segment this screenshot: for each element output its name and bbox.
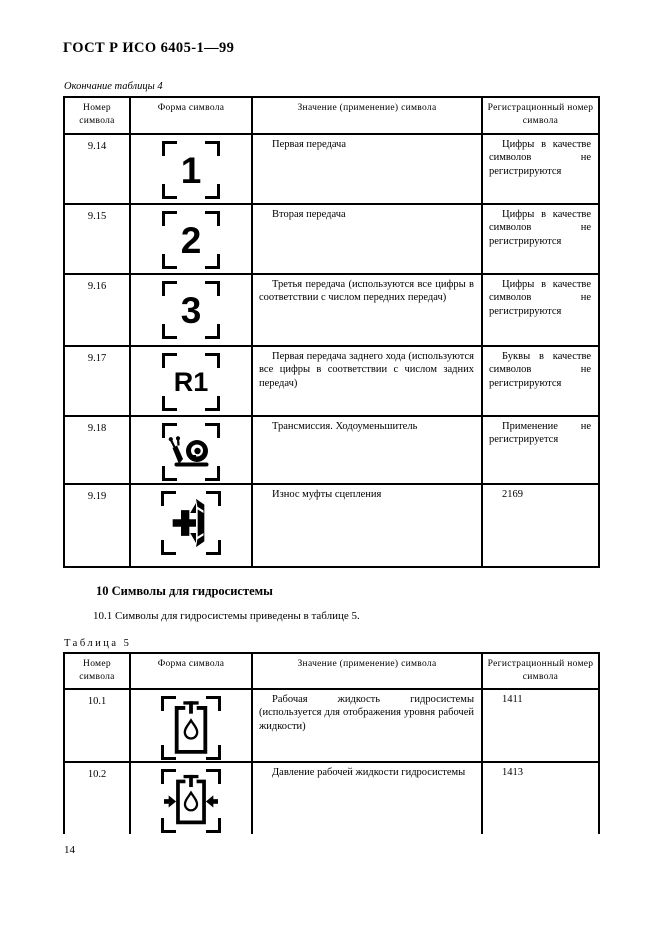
table-row: [64, 274, 599, 346]
symbol-meaning: Третья передача (используются все цифры в соответствии с числом передних передач): [259, 279, 474, 304]
symbol-registration: Буквы в качестве символов не регистрируются: [489, 351, 591, 389]
symbol-meaning: Давление рабочей жидкости гидросистемы: [272, 767, 466, 779]
column-header-form: Форма символа: [130, 653, 252, 689]
symbol-frame: [161, 696, 221, 760]
symbol-number: 9.17: [64, 346, 130, 416]
symbol-frame: [161, 491, 221, 555]
symbol-number: 9.14: [64, 134, 130, 204]
third-gear-digit-icon: 3: [180, 289, 202, 331]
symbol-meaning: Первая передача заднего хода (используются все цифры в соответствии с числом задних передач): [259, 351, 474, 389]
symbol-registration: Применение не регистрируется: [489, 421, 591, 446]
table-row: [64, 762, 599, 834]
symbol-number: 10.1: [64, 689, 130, 762]
symbol-registration: Цифры в качестве символов не регистрируются: [489, 139, 591, 177]
symbol-frame: [161, 769, 221, 833]
symbol-number: 9.19: [64, 484, 130, 567]
first-gear-digit-icon: 1: [180, 149, 202, 191]
table-row: [64, 484, 599, 567]
symbol-frame: [162, 353, 220, 411]
table-row: [64, 416, 599, 484]
column-header-registration: Регистрационный номер символа: [482, 97, 599, 134]
column-header-number: Номер символа: [64, 97, 130, 134]
section-heading: 10 Символы для гидросистемы: [96, 584, 273, 598]
symbol-registration: 2169: [502, 489, 523, 500]
symbol-meaning: Первая передача: [272, 139, 347, 150]
table-row: [64, 134, 599, 204]
symbol-registration: Цифры в качестве символов не регистрируются: [489, 209, 591, 247]
symbol-frame: [162, 211, 220, 269]
symbol-registration: 1413: [502, 767, 523, 779]
table5-caption: Таблица 5: [64, 638, 132, 649]
symbol-meaning: Рабочая жидкость гидросистемы (используется для отображения уровня рабочей жидкости): [259, 694, 474, 732]
column-header-meaning: Значение (применение) символа: [252, 97, 482, 134]
page-number: 14: [64, 844, 75, 857]
table-row: [64, 689, 599, 762]
table4-header-row: [64, 97, 599, 134]
column-header-form: Форма символа: [130, 97, 252, 134]
symbols-table-4: [63, 96, 600, 568]
doc-header: ГОСТ Р ИСО 6405-1—99: [63, 40, 235, 56]
symbol-frame: [162, 281, 220, 339]
symbol-number: 9.15: [64, 204, 130, 274]
symbols-table-5: [63, 652, 600, 834]
table-row: [64, 204, 599, 274]
table4-continuation-caption: Окончание таблицы 4: [64, 81, 163, 92]
reverse-first-gear-icon: R1: [173, 366, 209, 397]
symbol-meaning: Трансмиссия. Ходоуменьшитель: [272, 421, 418, 432]
snail-icon: [168, 436, 214, 468]
column-header-number: Номер символа: [64, 653, 130, 689]
table5-header-row: [64, 653, 599, 689]
symbol-registration: 1411: [502, 694, 523, 705]
symbol-number: 9.18: [64, 416, 130, 484]
symbol-number: 9.16: [64, 274, 130, 346]
second-gear-digit-icon: 2: [180, 219, 202, 261]
section-paragraph: 10.1 Символы для гидросистемы приведены в таблице 5.: [93, 610, 360, 622]
column-header-registration: Регистрационный номер символа: [482, 653, 599, 689]
symbol-frame: [162, 423, 220, 481]
symbol-frame: [162, 141, 220, 199]
column-header-meaning: Значение (применение) символа: [252, 653, 482, 689]
symbol-meaning: Износ муфты сцепления: [272, 489, 382, 500]
table-row: [64, 346, 599, 416]
symbol-number: 10.2: [64, 762, 130, 834]
symbol-registration: Цифры в качестве символов не регистрируются: [489, 279, 591, 317]
symbol-meaning: Вторая передача: [272, 209, 346, 220]
